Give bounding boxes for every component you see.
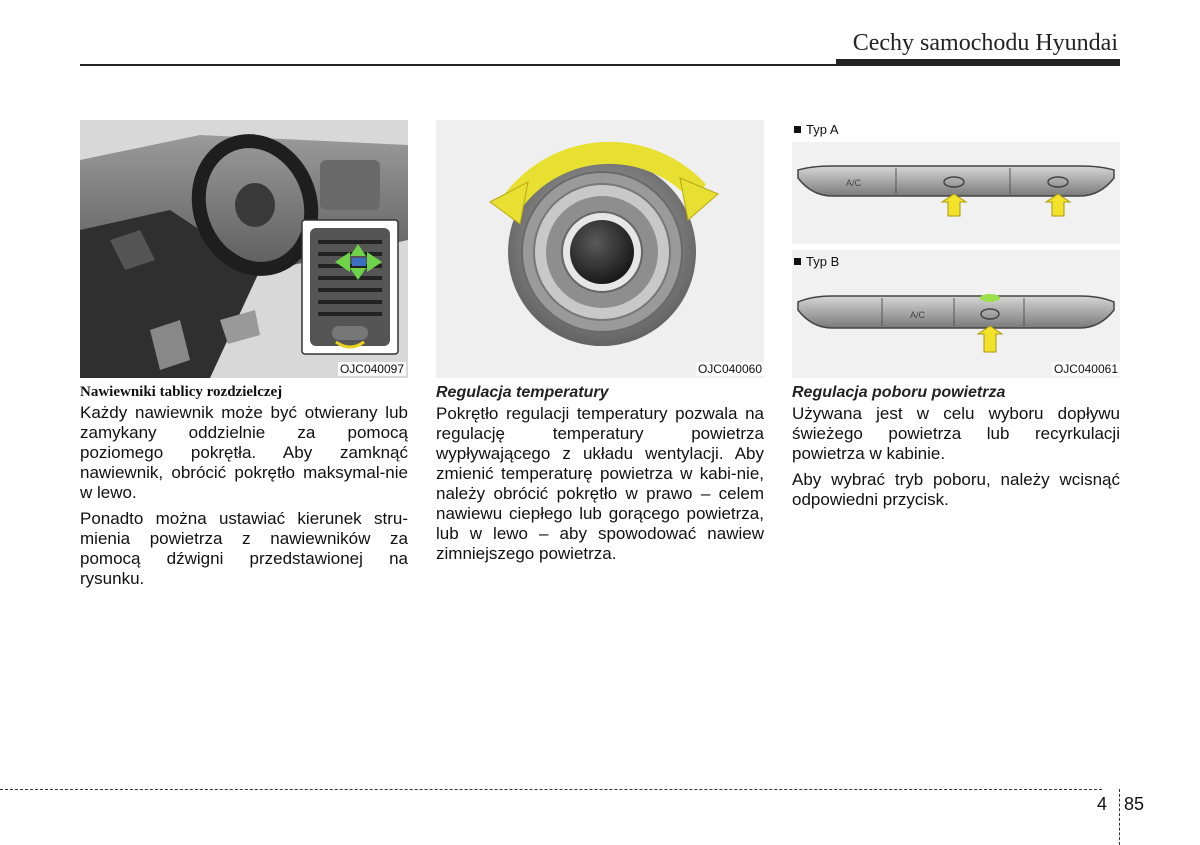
section-heading: Nawiewniki tablicy rozdzielczej <box>80 384 283 400</box>
column-vents <box>80 120 408 595</box>
section-heading: Regulacja temperatury <box>436 384 609 401</box>
figure-temperature-knob <box>436 120 764 378</box>
paragraph: Używana jest w celu wyboru dopływu świeżego powietrza lub recyrkulacji powietrza w kabinie. <box>792 404 1120 463</box>
panel-label-type-a: Typ A <box>794 122 839 137</box>
header-rule-accent <box>836 59 1120 66</box>
bullet-square-icon <box>794 258 801 265</box>
footer-rule-vertical <box>1119 789 1120 845</box>
figure-air-intake-buttons <box>792 120 1120 378</box>
footer-rule <box>0 789 1102 790</box>
paragraph: Pokrętło regulacji temperatury pozwala na regulację temperatury powietrza wypływającego z układu wentylacji. Aby zmienić temperaturę powietrza w kabi-nie, należy obrócić pokrętło w prawo – celem nawiewu ciepłego lub gorącego powietrza, lub w lewo – aby spowodować nawiew zimniejszego powietrza. <box>436 404 764 563</box>
section-heading: Regulacja poboru powietrza <box>792 384 1006 401</box>
figure-code: OJC040097 <box>339 362 404 376</box>
page-number: 85 <box>1124 794 1145 814</box>
figure-code: OJC040061 <box>1053 362 1118 376</box>
figure-dashboard-vents <box>80 120 408 378</box>
paragraph: Ponadto można ustawiać kierunek stru-mienia powietrza z nawiewników za pomocą dźwigni przedstawionej na rysunku. <box>80 509 408 588</box>
bullet-square-icon <box>794 126 801 133</box>
ac-button-label: A/C <box>910 310 926 320</box>
header-rule <box>80 64 836 66</box>
column-temperature <box>436 120 764 570</box>
paragraph: Każdy nawiewnik może być otwierany lub zamykany oddzielnie za pomocą poziomego pokrętła. Aby zamknąć nawiewnik, obrócić pokrętło maksymal-nie w lewo. <box>80 403 408 502</box>
column-air-intake <box>792 120 1120 516</box>
air-intake-panels-illustration <box>792 120 1120 378</box>
chapter-number: 4 <box>1097 794 1108 814</box>
panel-label-type-b: Typ B <box>794 254 839 269</box>
dashboard-illustration <box>80 120 408 378</box>
figure-code: OJC040060 <box>697 362 762 376</box>
ac-button-label: A/C <box>846 178 862 188</box>
paragraph: Aby wybrać tryb poboru, należy wcisnąć odpowiedni przycisk. <box>792 470 1120 509</box>
page-header-title: Cechy samochodu Hyundai <box>852 30 1118 56</box>
temperature-knob-illustration <box>436 120 764 378</box>
